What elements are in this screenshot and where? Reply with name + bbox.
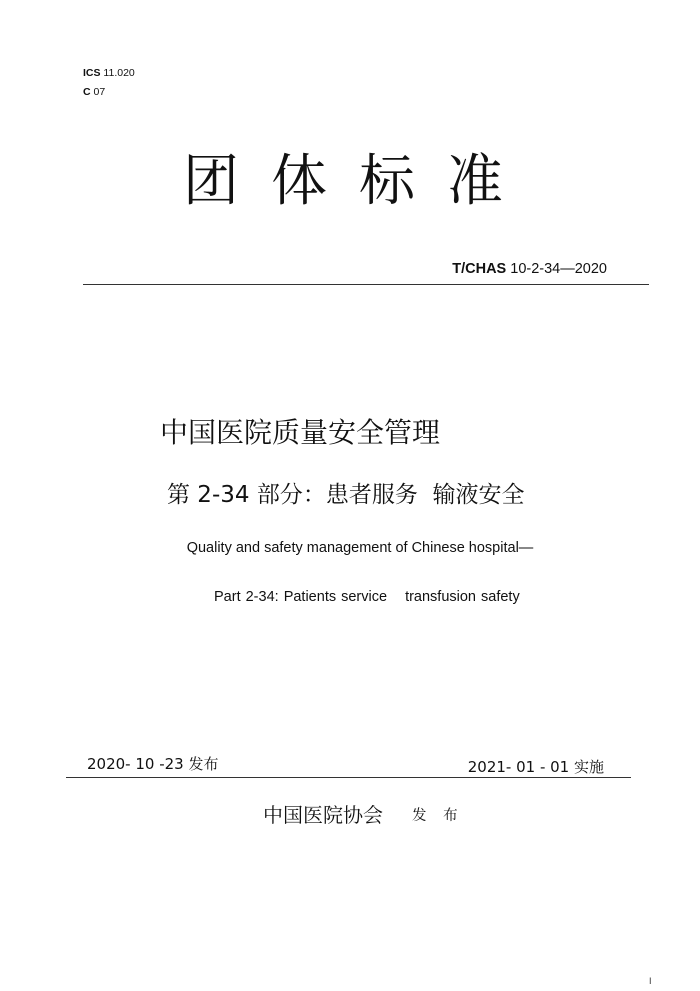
ccs-code: 07: [90, 86, 106, 98]
publisher-verb: 发 布: [412, 808, 464, 824]
ccs-classification: [83, 86, 105, 99]
standard-prefix: T/CHAS: [452, 261, 507, 277]
title-english-main: Quality and safety management of Chinese hospital—: [186, 540, 534, 556]
publisher-name: 中国医院协会: [263, 803, 383, 827]
document-type-heading: 团体标准: [183, 149, 535, 214]
title-english-sub: [214, 589, 520, 605]
title-english-topic: transfusion safety: [405, 589, 520, 605]
header-divider: [83, 284, 649, 285]
publish-date: 2020- 10 -23 发布: [87, 755, 219, 773]
ics-code: 11.020: [100, 67, 135, 79]
title-chinese-main: 中国医院质量安全管理: [159, 416, 440, 449]
footer-divider: [66, 777, 631, 778]
standard-code: 10-2-34—2020: [506, 261, 607, 277]
ccs-label: C: [83, 86, 91, 98]
page-number: I: [649, 976, 652, 986]
title-chinese-sub: 第 2-34 部分：患者服务 输液安全: [167, 482, 525, 508]
title-english-part: Part 2-34: Patients service: [214, 589, 388, 605]
standard-number: [452, 261, 607, 277]
ics-label: ICS: [83, 67, 101, 79]
implementation-date: 2021- 01 - 01 实施: [467, 758, 604, 776]
ics-classification: [83, 67, 135, 80]
